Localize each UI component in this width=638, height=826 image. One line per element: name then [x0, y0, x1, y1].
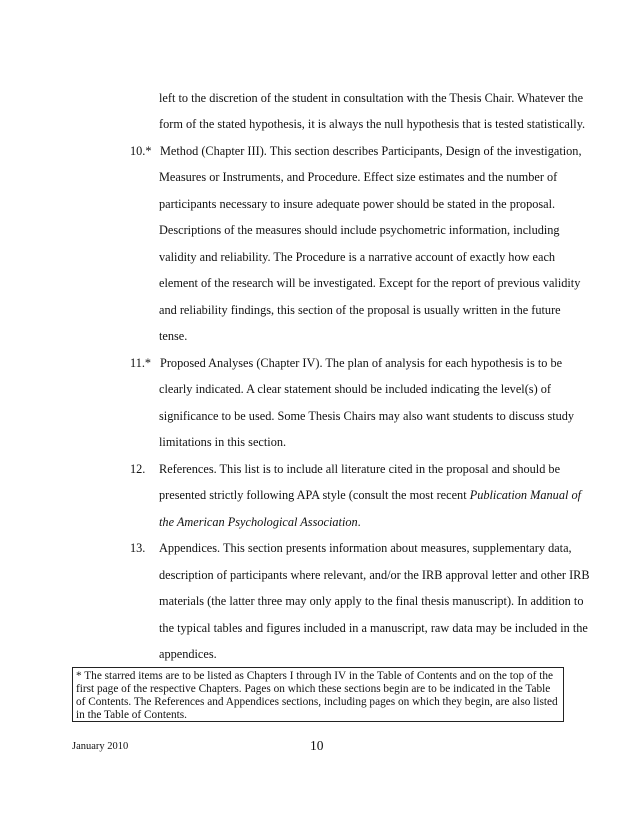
item-12-line-end: .	[357, 515, 361, 529]
item-10-line: participants necessary to insure adequate power should be stated in the proposal.	[159, 197, 556, 211]
item-13-line: the typical tables and figures included in a manuscript, raw data may be included in the	[159, 621, 588, 635]
item-13-line: description of participants where relevant, and/or the IRB approval letter and other IRB	[159, 568, 590, 582]
item-13-line: materials (the latter three may only apply to the final thesis manuscript). In addition to	[159, 594, 584, 608]
item-10-line: tense.	[159, 329, 188, 343]
publication-manual-title: Publication Manual of	[469, 488, 582, 502]
item-13-line: Appendices. This section presents information about measures, supplementary data,	[159, 541, 572, 555]
apa-name: the American Psychological Association	[159, 515, 358, 529]
item-12-line	[159, 487, 581, 503]
item-11-line: limitations in this section.	[159, 435, 287, 449]
item-11-line: significance to be used. Some Thesis Chairs may also want students to discuss study	[159, 409, 575, 423]
footer-date: January 2010	[72, 741, 129, 752]
item-12-line: References. This list is to include all literature cited in the proposal and should be	[159, 462, 561, 476]
item-number-11: 11.*	[130, 356, 152, 370]
item-10-line: Descriptions of the measures should include psychometric information, including	[159, 223, 560, 237]
item-10-line: Method (Chapter III). This section describes Participants, Design of the investigation,	[160, 144, 582, 158]
page-number: 10	[310, 738, 324, 753]
footnote-box: * The starred items are to be listed as Chapters I through IV in the Table of Contents and on the top of the first page of the respective Chapters. Pages on which these sections begin are to be indicated in the Table of Contents. The References and Appendices sections, including pages on which they begin, are also listed in the Table of Contents.	[72, 667, 564, 722]
item-10-line: and reliability findings, this section of the proposal is usually written in the future	[159, 303, 561, 317]
item-10-line: Measures or Instruments, and Procedure. Effect size estimates and the number of	[159, 170, 558, 184]
item-10-line: element of the research will be investigated. Except for the report of previous validity	[159, 276, 581, 290]
item-12-line-text: presented strictly following APA style (consult the most recent	[159, 488, 470, 502]
body-line: left to the discretion of the student in consultation with the Thesis Chair. Whatever the	[159, 91, 584, 105]
item-number-10: 10.*	[130, 144, 152, 158]
item-10-line: validity and reliability. The Procedure is a narrative account of exactly how each	[159, 250, 556, 264]
item-number-12: 12.	[130, 462, 146, 476]
item-13-line: appendices.	[159, 647, 217, 661]
item-11-line: Proposed Analyses (Chapter IV). The plan of analysis for each hypothesis is to be	[160, 356, 563, 370]
body-line: form of the stated hypothesis, it is always the null hypothesis that is tested statistically.	[159, 117, 586, 131]
item-12-line	[159, 514, 361, 530]
item-11-line: clearly indicated. A clear statement should be included indicating the level(s) of	[159, 382, 551, 396]
item-number-13: 13.	[130, 541, 146, 555]
